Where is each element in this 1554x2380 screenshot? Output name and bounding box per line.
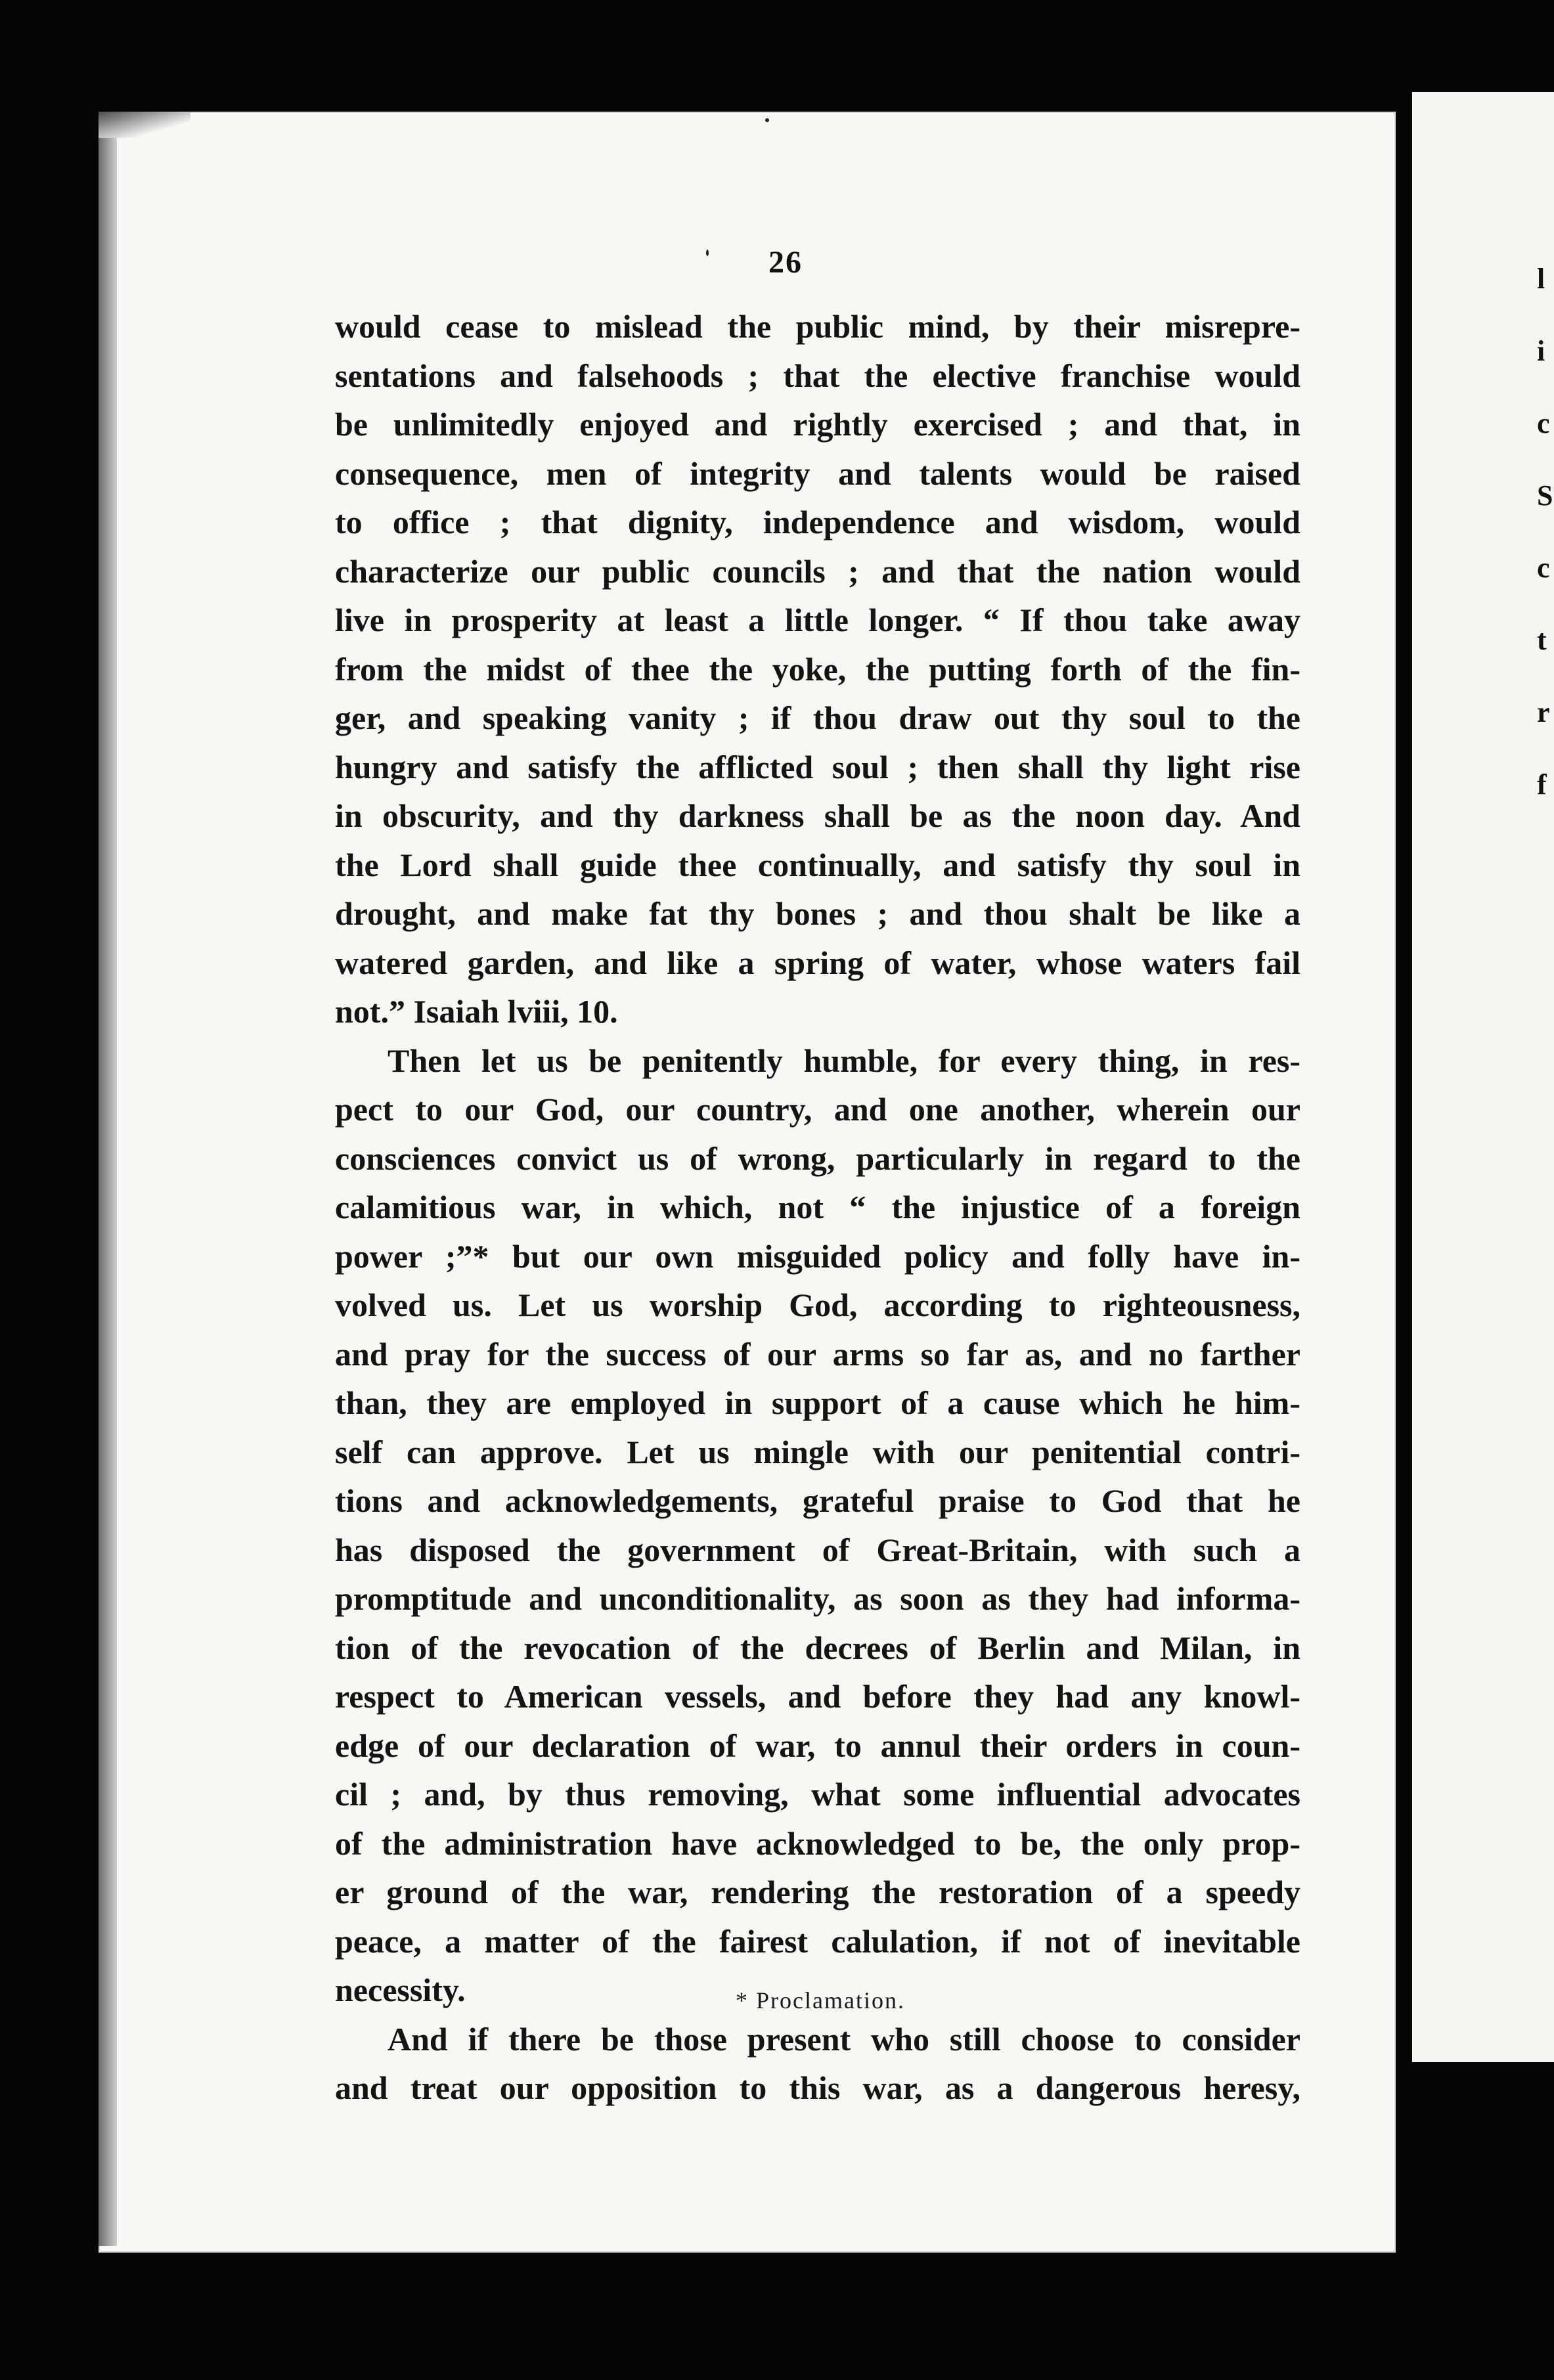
text-line: tions and acknowledgements, grateful praise to God that he (335, 1482, 1300, 1519)
text-line: er ground of the war, rendering the restoration of a speedy (335, 1874, 1300, 1910)
text-line: cil ; and, by thus removing, what some influential advocates (335, 1776, 1300, 1813)
edge-letter: r (1537, 696, 1550, 728)
print-speck (765, 118, 769, 122)
text-line: than, they are employed in support of a cause which he him- (335, 1384, 1300, 1421)
edge-letter: c (1537, 552, 1550, 584)
text-line: be unlimitedly enjoyed and rightly exercised ; and that, in (335, 406, 1300, 443)
text-line: edge of our declaration of war, to annul their orders in coun- (335, 1727, 1300, 1764)
text-line: drought, and make fat thy bones ; and thou shalt be like a (335, 895, 1300, 932)
text-line: in obscurity, and thy darkness shall be as the noon day. And (335, 797, 1300, 834)
text-line: And if there be those present who still choose to consider (388, 2020, 1300, 2058)
text-line: would cease to mislead the public mind, by their misrepre- (335, 308, 1300, 345)
text-line: hungry and satisfy the afflicted soul ; then shall thy light rise (335, 748, 1300, 785)
page-number: 26 (768, 245, 803, 280)
print-speck (706, 250, 709, 256)
paragraph (335, 2015, 1300, 2113)
text-line: consciences convict us of wrong, particularly in regard to the (335, 1139, 1300, 1177)
text-line: watered garden, and like a spring of water, whose waters fail (335, 944, 1300, 981)
page-binding-edge (99, 118, 117, 2246)
text-line: from the midst of thee the yoke, the putting forth of the fin- (335, 650, 1300, 688)
text-line: Then let us be penitently humble, for every thing, in res- (388, 1042, 1300, 1079)
text-line: the Lord shall guide thee continually, and satisfy thy soul in (335, 846, 1300, 883)
facing-page-edge (1412, 92, 1554, 2062)
edge-letter: c (1537, 407, 1550, 439)
footnote: * Proclamation. (736, 1987, 905, 2014)
facing-page-letters (1537, 243, 1554, 821)
text-line: calamitious war, in which, not “ the injustice of a foreign (335, 1189, 1300, 1225)
edge-letter: f (1537, 768, 1547, 801)
paragraph (335, 1036, 1300, 2015)
text-line: live in prosperity at least a little longer. “ If thou take away (335, 602, 1300, 638)
text-line: necessity. (335, 1972, 466, 2008)
text-line: respect to American vessels, and before they had any knowl- (335, 1678, 1300, 1715)
page-corner-shadow (99, 112, 190, 138)
page-gutter (1396, 85, 1412, 2380)
edge-letter: t (1537, 624, 1547, 656)
text-line: to office ; that dignity, independence and wisdom, would (335, 504, 1300, 540)
edge-letter: l (1537, 263, 1545, 295)
text-line: tion of the revocation of the decrees of Berlin and Milan, in (335, 1629, 1300, 1666)
text-line: self can approve. Let us mingle with our penitential contri- (335, 1433, 1300, 1470)
text-line: pect to our God, our country, and one another, wherein our (335, 1091, 1300, 1128)
text-line: and pray for the success of our arms so far as, and no farther (335, 1335, 1300, 1373)
edge-letter: S (1537, 479, 1553, 512)
text-line: volved us. Let us worship God, according to righteousness, (335, 1287, 1300, 1323)
text-line: not.” Isaiah lviii, 10. (335, 993, 618, 1030)
text-line: peace, a matter of the fairest calulation, if not of inevitable (335, 1922, 1300, 1960)
text-line: power ;”* but our own misguided policy and folly have in- (335, 1237, 1300, 1275)
text-line: of the administration have acknowledged to be, the only prop- (335, 1824, 1300, 1862)
edge-letter: i (1537, 335, 1545, 367)
text-line: sentations and falsehoods ; that the elective franchise would (335, 357, 1300, 394)
text-line: consequence, men of integrity and talents would be raised (335, 454, 1300, 492)
text-line: has disposed the government of Great-Britain, with such a (335, 1531, 1300, 1568)
text-line: characterize our public councils ; and that the nation would (335, 552, 1300, 590)
text-line: promptitude and unconditionality, as soon as they had informa- (335, 1580, 1300, 1617)
text-line: ger, and speaking vanity ; if thou draw out thy soul to the (335, 699, 1300, 736)
body-text (335, 302, 1300, 2113)
paragraph (335, 302, 1300, 1036)
text-line: and treat our opposition to this war, as a dangerous heresy, (335, 2069, 1300, 2106)
